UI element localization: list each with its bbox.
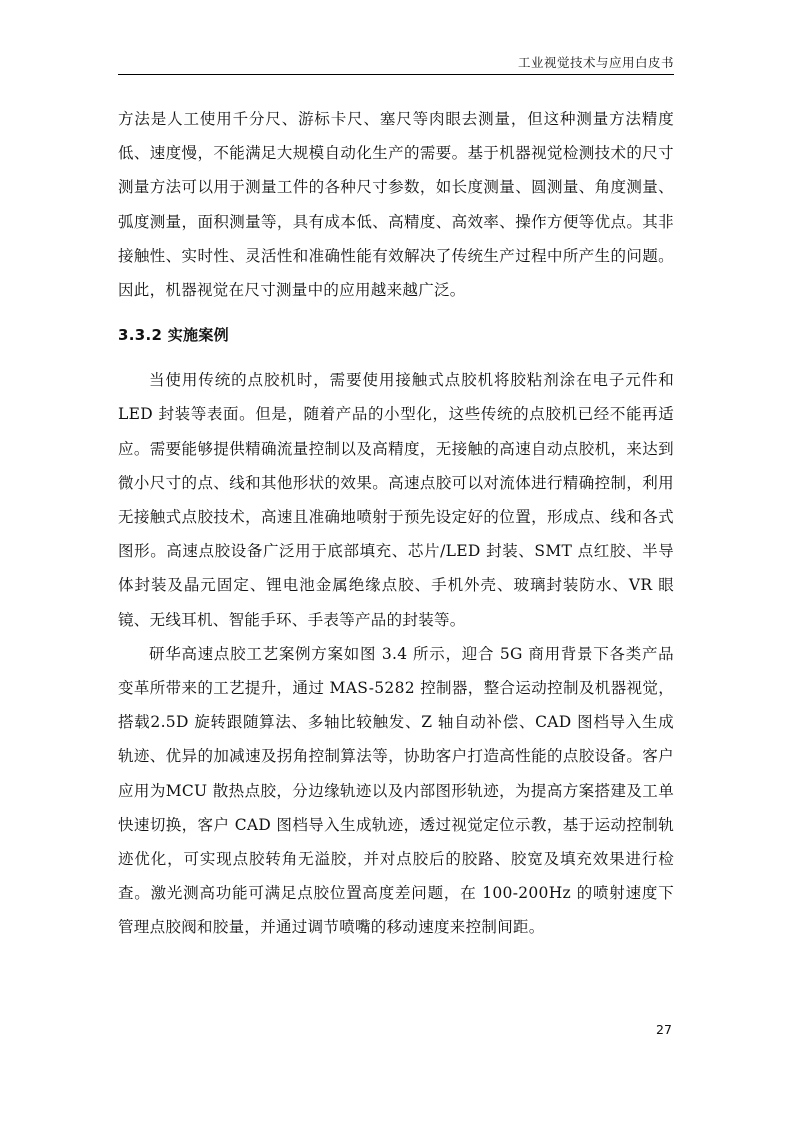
section-heading: 3.3.2 实施案例 [118,326,229,345]
page-content [118,102,674,945]
page-number: 27 [656,1022,672,1037]
header-title: 工业视觉技术与应用白皮书 [517,55,674,70]
paragraph-intro-continuation: 方法是人工使用千分尺、游标卡尺、塞尺等肉眼去测量，但这种测量方法精度低、速度慢，不能满足大规模自动化生产的需要。基于机器视觉检测技术的尺寸测量方法可以用于测量工件的各种尺寸参数，如长度测量、圆测量、角度测量、弧度测量，面积测量等，具有成本低、高精度、高效率、操作方便等优点。其非接触性、实时性、灵活性和准确性能有效解决了传统生产过程中所产生的问题。因此，机器视觉在尺寸测量中的应用越来越广泛。 [118,110,674,300]
page-header [118,50,674,75]
paragraph-dispensing-background: 当使用传统的点胶机时，需要使用接触式点胶机将胶粘剂涂在电子元件和LED 封装等表面。但是，随着产品的小型化，这些传统的点胶机已经不能再适应。需要能够提供精确流量控制以及高精度，无接触的高速自动点胶机，来达到微小尺寸的点、线和其他形状的效果。高速点胶可以对流体进行精确控制，利用无接触式点胶技术，高速且准确地喷射于预先设定好的位置，形成点、线和各式图形。高速点胶设备广泛用于底部填充、芯片/LED 封装、SMT 点红胶、半导体封装及晶元固定、锂电池金属绝缘点胶、手机外壳、玻璃封装防水、VR 眼镜、无线耳机、智能手环、手表等产品的封装等。 [118,371,674,629]
paragraph-case-description: 研华高速点胶工艺案例方案如图 3.4 所示，迎合 5G 商用背景下各类产品变革所带来的工艺提升，通过 MAS-5282 控制器，整合运动控制及机器视觉，搭载2.5D 旋转跟随算法、多轴比较触发、Z 轴自动补偿、CAD 图档导入生成轨迹、优异的加减速及拐角控制算法等，协助客户打造高性能的点胶设备。客户应用为MCU 散热点胶，分边缘轨迹以及内部图形轨迹，为提高方案搭建及工单快速切换，客户 CAD 图档导入生成轨迹，透过视觉定位示教，基于运动控制轨迹优化，可实现点胶转角无溢胶，并对点胶后的胶路、胶宽及填充效果进行检查。激光测高功能可满足点胶位置高度差问题，在 100-200Hz 的喷射速度下管理点胶阀和胶量，并通过调节喷嘴的移动速度来控制间距。 [118,644,674,937]
